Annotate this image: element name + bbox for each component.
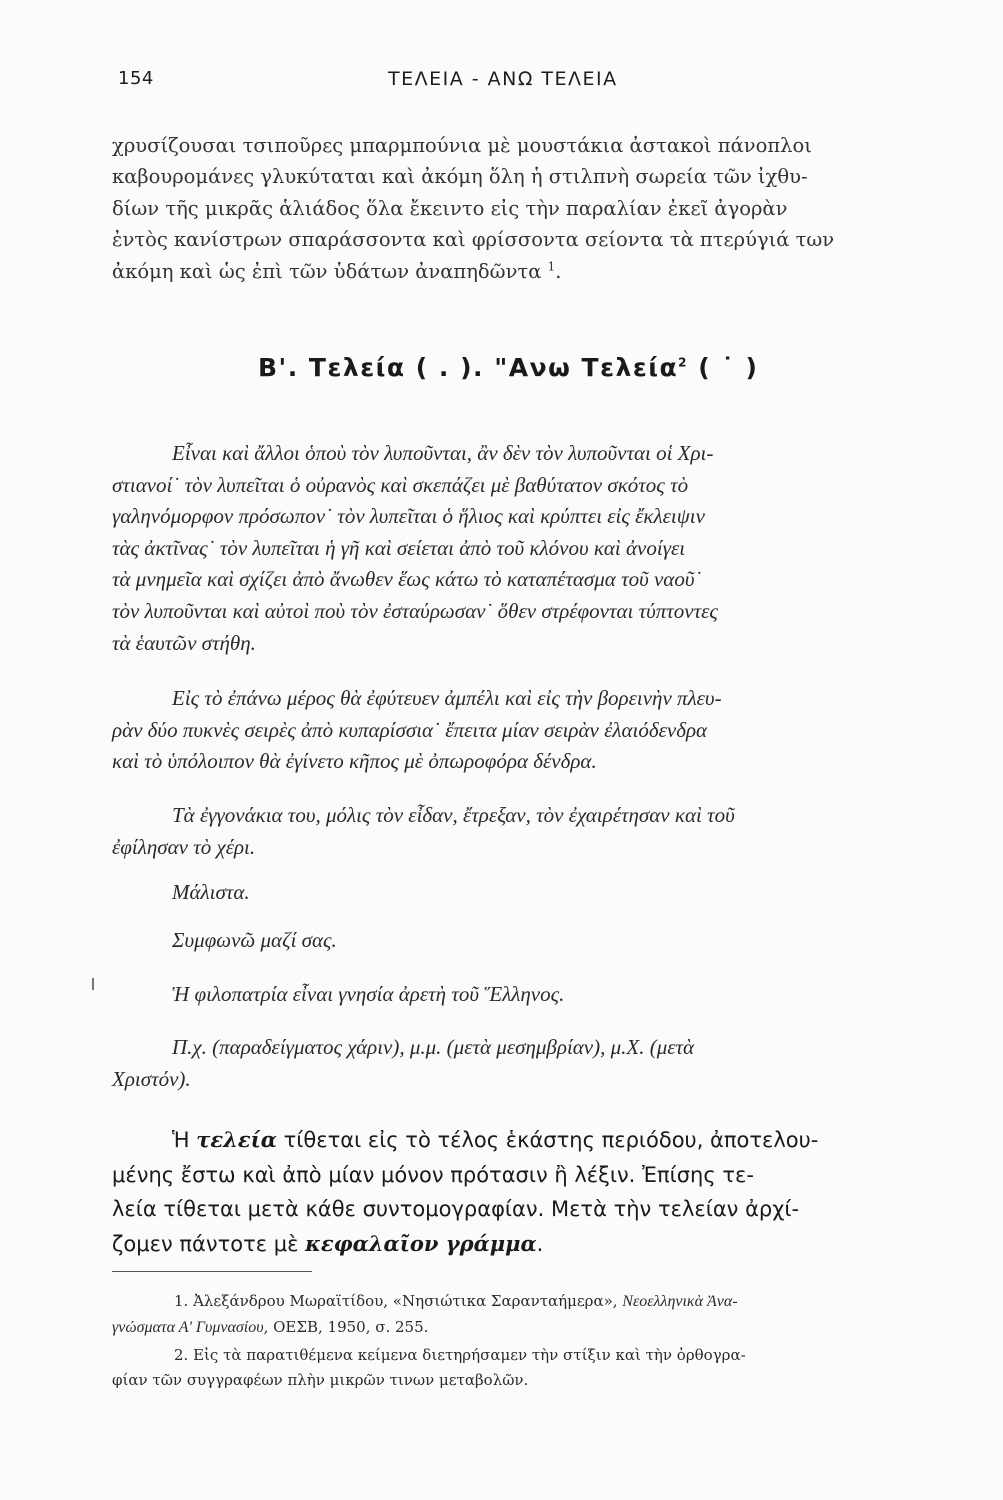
page-header xyxy=(118,68,938,98)
text-line: Π.χ. (παραδείγματος χάριν), μ.μ. (μετὰ μεσημβρίαν), μ.Χ. (μετὰ xyxy=(172,1035,695,1059)
section-heading xyxy=(258,353,818,382)
heading-footnote-reference: 2 xyxy=(678,355,689,370)
text-line: δίων τῆς μικρᾶς ἁλιάδος ὅλα ἔκειντο εἰς τὴν παραλίαν ἐκεῖ ἀγορὰν xyxy=(112,196,788,220)
heading-symbol: ( ˙ ) xyxy=(688,353,759,382)
footnote-number: 1. xyxy=(174,1292,189,1310)
text-line: τὸν λυποῦνται καὶ αὐτοὶ ποὺ τὸν ἐσταύρωσαν˙ ὅθεν στρέφονται τύπτοντες xyxy=(112,598,718,623)
footnote-separator xyxy=(112,1271,312,1272)
text-line: γαληνόμορφον πρόσωπον˙ τὸν λυπεῖται ὁ ἥλιος καὶ κρύπτει εἰς ἔκλειψιν xyxy=(112,504,705,529)
text-line: καβουρομάνες γλυκύταται καὶ ἀκόμη ὅλη ἡ στιλπνὴ σωρεία τῶν ἰχθυ- xyxy=(112,165,808,189)
text-line: ἐφίλησαν τὸ χέρι. xyxy=(112,834,256,859)
text-fragment: , ΟΕΣΒ, 1950, σ. 255. xyxy=(263,1317,429,1336)
short-example: Συμφωνῶ μαζί σας. xyxy=(172,928,337,952)
text-line: Εἰς τὸ ἐπάνω μέρος θὰ ἐφύτευεν ἀμπέλι καὶ εἰς τὴν βορεινὴν πλευ- xyxy=(172,686,722,710)
page-number: 154 xyxy=(118,68,154,89)
heading-text: Β'. Τελεία ( . ). "Ανω Τελεία xyxy=(258,353,679,382)
example-paragraph xyxy=(112,438,942,659)
short-example: Ἡ φιλοπατρία εἶναι γνησία ἀρετὴ τοῦ Ἕλληνος. xyxy=(172,982,565,1006)
text-line: Χριστόν). xyxy=(112,1066,191,1091)
text-line xyxy=(112,1123,942,1158)
example-paragraph xyxy=(112,683,942,778)
text-line xyxy=(112,1227,942,1262)
text-line: τὰ ἑαυτῶν στήθη. xyxy=(112,630,256,655)
footnote-reference: 1 xyxy=(547,259,556,274)
text-line: ρὰν δύο πυκνὲς σειρὲς ἀπὸ κυπαρίσσια˙ ἔπειτα μίαν σειρὰν ἐλαιόδενδρα xyxy=(112,717,708,742)
italic-title: Νεοελληνικὰ Ἀνα- xyxy=(622,1293,738,1310)
text-line: μένης ἔστω καὶ ἀπὸ μίαν μόνον πρότασιν ἢ λέξιν. Ἐπίσης τε- xyxy=(112,1162,754,1187)
running-title: ΤΕΛΕΙΑ - ΑΝΩ ΤΕΛΕΙΑ xyxy=(388,68,618,90)
rule-paragraph xyxy=(112,1123,942,1261)
text-line: τὰς ἀκτῖνας˙ τὸν λυπεῖται ἡ γῆ καὶ σείεται ἀπὸ τοῦ κλόνου καὶ ἀνοίγει xyxy=(112,535,686,560)
margin-mark xyxy=(92,978,94,990)
text-line: τὰ μνημεῖα καὶ σχίζει ἀπὸ ἄνωθεν ἕως κάτω τὸ καταπέτασμα τοῦ ναοῦ˙ xyxy=(112,567,702,592)
text-line: στιανοί˙ τὸν λυπεῖται ὁ οὐρανὸς καὶ σκεπάζει μὲ βαθύτατον σκότος τὸ xyxy=(112,472,689,497)
italic-title: γνώσματα Α' Γυμνασίου xyxy=(112,1318,264,1336)
text-fragment: Ἡ xyxy=(172,1128,197,1152)
footnote xyxy=(112,1343,942,1392)
text-fragment: Εἰς τὰ παρατιθέμενα κείμενα διετηρήσαμεν τὴν στίξιν καὶ τὴν ὀρθογρα- xyxy=(193,1346,746,1364)
emphasized-term: τελεία xyxy=(196,1127,277,1152)
text-line: φίαν τῶν συγγραφέων πλὴν μικρῶν τινων μεταβολῶν. xyxy=(112,1370,529,1389)
text-line: ἐντὸς κανίστρων σπαράσσοντα καὶ φρίσσοντα σείοντα τὰ πτερύγιά των xyxy=(112,228,835,252)
short-example: Μάλιστα. xyxy=(172,880,250,904)
footnote xyxy=(112,1289,942,1340)
text-line xyxy=(112,1289,942,1315)
opening-paragraph xyxy=(112,130,942,287)
text-fragment: Ἀλεξάνδρου Μωραϊτίδου, «Νησιώτικα Σαρανταήμερα», xyxy=(193,1292,623,1310)
text-fragment: ζομεν πάντοτε μὲ xyxy=(112,1231,306,1256)
text-line xyxy=(112,1343,942,1368)
example-paragraph xyxy=(112,800,942,863)
end-punctuation: . xyxy=(555,259,562,283)
footnote-number: 2. xyxy=(174,1346,189,1364)
emphasized-term: κεφαλαῖον γράμμα xyxy=(305,1230,537,1256)
text-line: Εἶναι καὶ ἄλλοι ὁποὺ τὸν λυποῦνται, ἂν δὲν τὸν λυποῦνται οἱ Χρι- xyxy=(172,441,714,465)
text-line xyxy=(112,256,942,287)
text-fragment: τίθεται εἰς τὸ τέλος ἑκάστης περιόδου, ἀποτελου- xyxy=(276,1128,819,1152)
text-line xyxy=(112,1315,942,1341)
text-fragment: ἀκόμη καὶ ὡς ἐπὶ τῶν ὑδάτων ἀναπηδῶντα xyxy=(112,259,542,283)
text-fragment: . xyxy=(536,1231,544,1256)
text-line: λεία τίθεται μετὰ κάθε συντομογραφίαν. Μετὰ τὴν τελείαν ἀρχί- xyxy=(112,1197,800,1221)
text-line: Τὰ ἐγγονάκια του, μόλις τὸν εἶδαν, ἔτρεξαν, τὸν ἐχαιρέτησαν καὶ τοῦ xyxy=(172,803,735,827)
abbreviation-paragraph xyxy=(112,1032,942,1095)
text-line: καὶ τὸ ὑπόλοιπον θὰ ἐγίνετο κῆπος μὲ ὀπωροφόρα δένδρα. xyxy=(112,749,597,774)
text-line: χρυσίζουσαι τσιποῦρες μπαρμπούνια μὲ μουστάκια ἀστακοὶ πάνοπλοι xyxy=(112,134,812,157)
